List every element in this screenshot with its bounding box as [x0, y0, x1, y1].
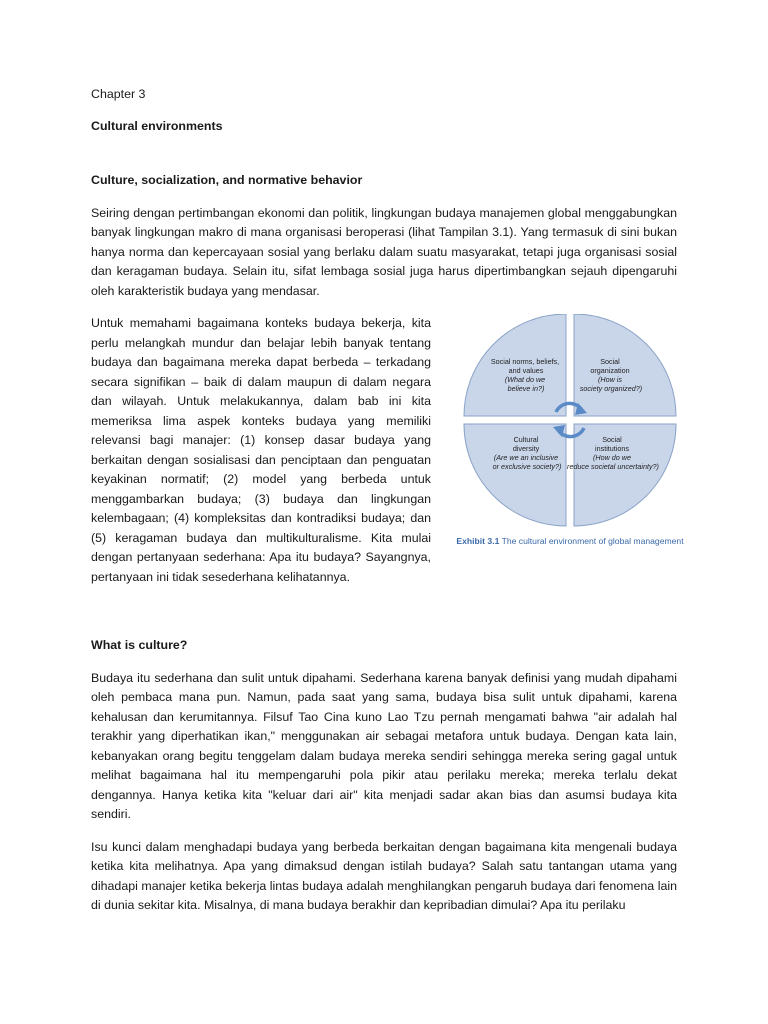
q3-sub-line1: (Are we an inclusive — [493, 453, 559, 462]
q2-sub-line1: (How is — [598, 375, 622, 384]
text-with-figure — [91, 314, 684, 600]
caption-text: The cultural environment of global management — [501, 536, 684, 546]
q4-title-line1: Social — [602, 435, 622, 444]
q1-sub-line1: (What do we — [504, 375, 546, 384]
q1-title-line2: and values — [508, 366, 544, 375]
q3-sub-line2: or exclusive society?) — [492, 462, 562, 471]
exhibit-3-1-figure — [445, 314, 695, 550]
cultural-environment-diagram — [445, 314, 695, 529]
q4-sub-line1: (How do we — [593, 453, 631, 462]
q3-title-line2: diversity — [512, 444, 540, 453]
paragraph-key-issue: Isu kunci dalam menghadapi budaya yang berbeda berkaitan dengan bagaimana kita mengenali budaya ketika kita melihatnya. Apa yang dimaksud dengan istilah budaya? Salah satu tantangan utama yang dihadapi manajer ketika bekerja lintas budaya adalah menghilangkan pengaruh budaya dari fenomena lain di dunia sekitar kita. Misalnya, di mana budaya berakhir dan kepribadian dimulai? Apa itu perilaku — [91, 839, 677, 912]
document-body — [91, 85, 684, 929]
paragraph-aspects: Untuk memahami bagaimana konteks budaya bekerja, kita perlu melangkah mundur dan belajar lebih banyak tentang budaya dan bagaimana mereka dapat berbeda – terkadang secara signifikan – baik di dalam maupun di dalam negara dan wilayah. Untuk melakukannya, dalam bab ini kita memeriksa lima aspek konteks budaya yang memiliki relevansi bagi manajer: (1) konsep dasar budaya yang berkaitan dengan sosialisasi dan penciptaan dan penguatan keyakinan normatif; (2) model yang berbeda untuk menggambarkan budaya; (3) budaya dan lingkungan kelembagaan; (4) kompleksitas dan kontradiksi budaya; dan (5) keragaman budaya dan multikulturalisme. Kita mulai dengan pertanyaan sederhana: Apa itu budaya? Sayangnya, pertanyaan ini tidak sesederhana kelihatannya. — [91, 316, 431, 584]
q2-title-line2: organization — [590, 366, 630, 375]
q2-title-line1: Social — [600, 357, 620, 366]
quadrant-social-organization — [574, 314, 676, 416]
exhibit-caption — [445, 532, 695, 552]
paragraph-intro: Seiring dengan pertimbangan ekonomi dan politik, lingkungan budaya manajemen global menggabungkan banyak lingkungan makro di mana organisasi beroperasi (lihat Tampilan 3.1). Yang termasuk di sini bukan hanya norma dan kepercayaan sosial yang berlaku dalam suatu masyarakat, tetapi juga organisasi sosial dan keragaman budaya. Selain itu, sifat lembaga sosial juga harus dipertimbangkan sejauh dipengaruhi oleh karakteristik budaya yang mendasar. — [91, 205, 677, 298]
quadrant-social-institutions — [574, 424, 676, 526]
section-heading-culture-socialization: Culture, socialization, and normative behavior — [91, 173, 363, 187]
q2-sub-line2: society organized?) — [579, 384, 643, 393]
q4-sub-line2: reduce societal uncertainty?) — [567, 462, 659, 471]
section-heading-what-is-culture: What is culture? — [91, 638, 188, 652]
q1-title-line1: Social norms, beliefs, — [490, 357, 560, 366]
q3-title-line1: Cultural — [513, 435, 539, 444]
chapter-title: Cultural environments — [91, 118, 223, 133]
chapter-label: Chapter 3 — [91, 87, 146, 101]
q4-title-line2: institutions — [595, 444, 629, 453]
q1-sub-line2: believe in?) — [507, 384, 545, 393]
svg-text:(What do we believ — [505, 375, 547, 393]
paragraph-culture-definition: Budaya itu sederhana dan sulit untuk dipahami. Sederhana karena banyak definisi yang mudah dipahami oleh pembaca mana pun. Namun, pada saat yang sama, budaya bisa sulit untuk dipahami, karena kehalusan dan kerumitannya. Filsuf Tao Cina kuno Lao Tzu pernah mengamati bahwa "air adalah hal terakhir yang diperhatikan ikan," menggunakan air sebagai metafora untuk budaya. Dengan kata lain, kebanyakan orang begitu tenggelam dalam budaya mereka sendiri sehingga mereka sering gagal untuk melihat bagaimana hal itu mempengaruhi pola pikir atau perilaku mereka; mereka terlalu dekat dengannya. Hanya ketika kita "keluar dari air" kita menjadi sadar akan bias dan asumsi budaya kita sendiri. — [91, 670, 677, 821]
caption-label: Exhibit 3.1 — [456, 536, 500, 546]
